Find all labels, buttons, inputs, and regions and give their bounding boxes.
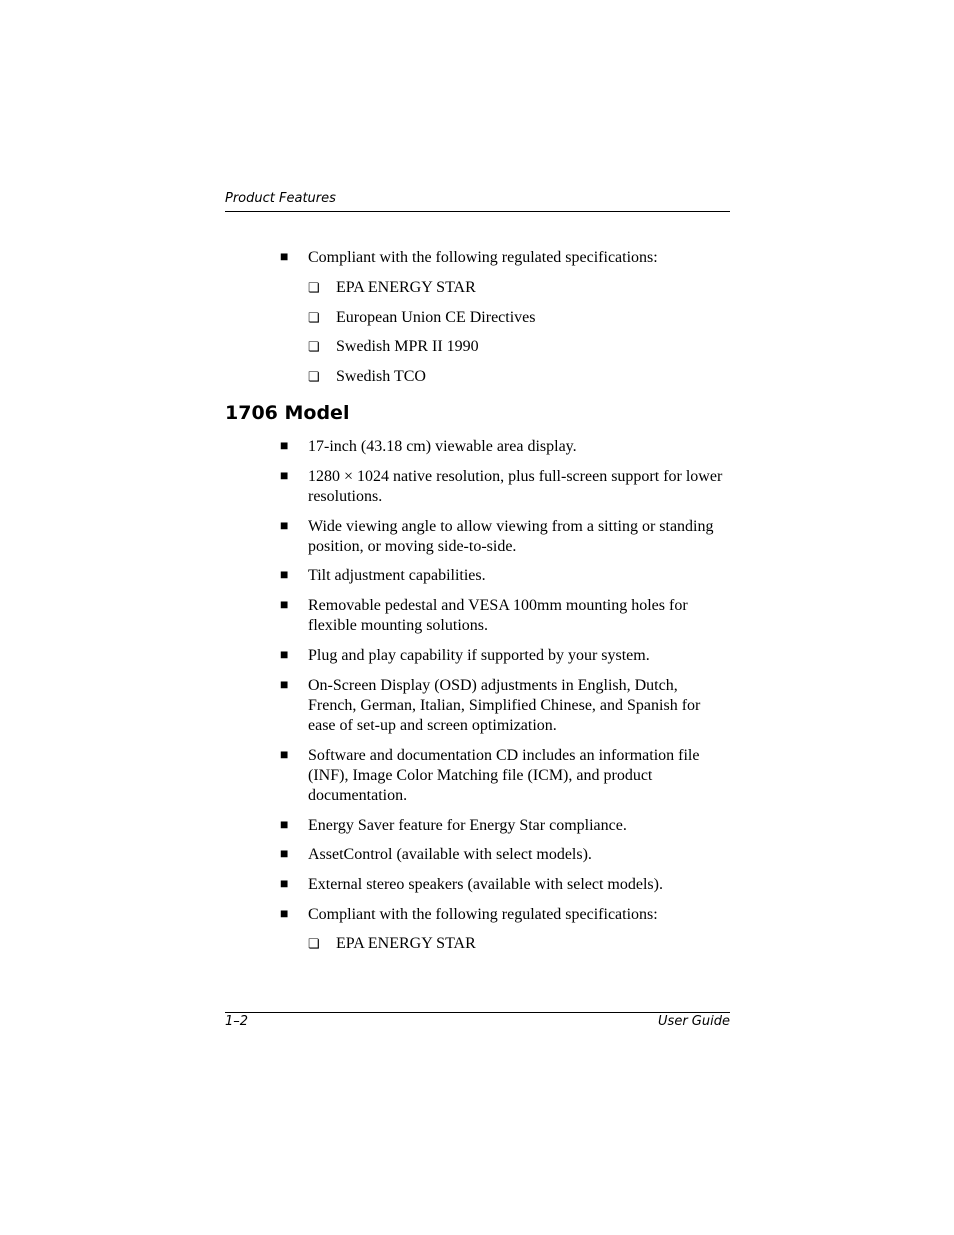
list-item-text: 1280 × 1024 native resolution, plus full-screen support for lower resolutions. [308,468,723,505]
square-bullet-icon: ■ [280,847,289,862]
sub-list-item-text: Swedish TCO [336,368,426,385]
square-bullet-icon: ■ [280,648,289,663]
checkbox-bullet-icon: ❏ [308,280,320,295]
square-bullet-icon: ■ [280,748,289,763]
list-item-text: Software and documentation CD includes an information file (INF), Image Color Matching file (ICM), and product documentation. [308,747,700,804]
list-item [280,875,730,895]
list-item [280,905,730,925]
running-header: Product Features [225,191,336,206]
square-bullet-icon: ■ [280,818,289,833]
list-item-text: AssetControl (available with select models). [308,846,592,863]
list-item [280,566,730,586]
list-item [280,517,730,557]
sub-list-item [308,278,728,298]
list-item-text: On-Screen Display (OSD) adjustments in English, Dutch, French, German, Italian, Simplified Chinese, and Spanish for ease of set-up and screen optimization. [308,677,701,734]
checkbox-bullet-icon: ❏ [308,369,320,384]
sub-list-item [308,337,728,357]
section-heading: 1706 Model [225,402,350,424]
list-item-text: Removable pedestal and VESA 100mm mounting holes for flexible mounting solutions. [308,597,688,634]
square-bullet-icon: ■ [280,519,289,534]
list-item-text: Tilt adjustment capabilities. [308,567,486,584]
list-item-text: External stereo speakers (available with select models). [308,876,663,893]
square-bullet-icon: ■ [280,439,289,454]
sub-list-item [308,308,728,328]
list-item [280,248,730,268]
list-item-text: Compliant with the following regulated specifications: [308,249,658,266]
square-bullet-icon: ■ [280,568,289,583]
sub-list-item-text: Swedish MPR II 1990 [336,338,479,355]
footer-doc-title: User Guide [658,1014,730,1029]
footer-rule [225,1012,730,1013]
header-rule [225,211,730,212]
sub-list-item-text: European Union CE Directives [336,309,536,326]
square-bullet-icon: ■ [280,907,289,922]
list-item [280,676,730,736]
square-bullet-icon: ■ [280,678,289,693]
checkbox-bullet-icon: ❏ [308,339,320,354]
sub-list-item [308,367,728,387]
checkbox-bullet-icon: ❏ [308,936,320,951]
list-item [280,596,730,636]
sub-list-item-text: EPA ENERGY STAR [336,935,476,952]
list-item-text: Wide viewing angle to allow viewing from a sitting or standing position, or moving side-to-side. [308,518,714,555]
square-bullet-icon: ■ [280,250,289,265]
list-item [280,467,730,507]
list-item [280,816,730,836]
list-item [280,437,730,457]
list-item-text: 17-inch (43.18 cm) viewable area display. [308,438,577,455]
checkbox-bullet-icon: ❏ [308,310,320,325]
list-item [280,646,730,666]
sub-list-item-text: EPA ENERGY STAR [336,279,476,296]
list-item-text: Compliant with the following regulated specifications: [308,906,658,923]
list-item-text: Energy Saver feature for Energy Star compliance. [308,817,627,834]
square-bullet-icon: ■ [280,877,289,892]
page-number: 1–2 [225,1014,249,1029]
square-bullet-icon: ■ [280,598,289,613]
square-bullet-icon: ■ [280,469,289,484]
list-item-text: Plug and play capability if supported by your system. [308,647,650,664]
sub-list-item [308,934,728,954]
list-item [280,845,730,865]
list-item [280,746,730,806]
